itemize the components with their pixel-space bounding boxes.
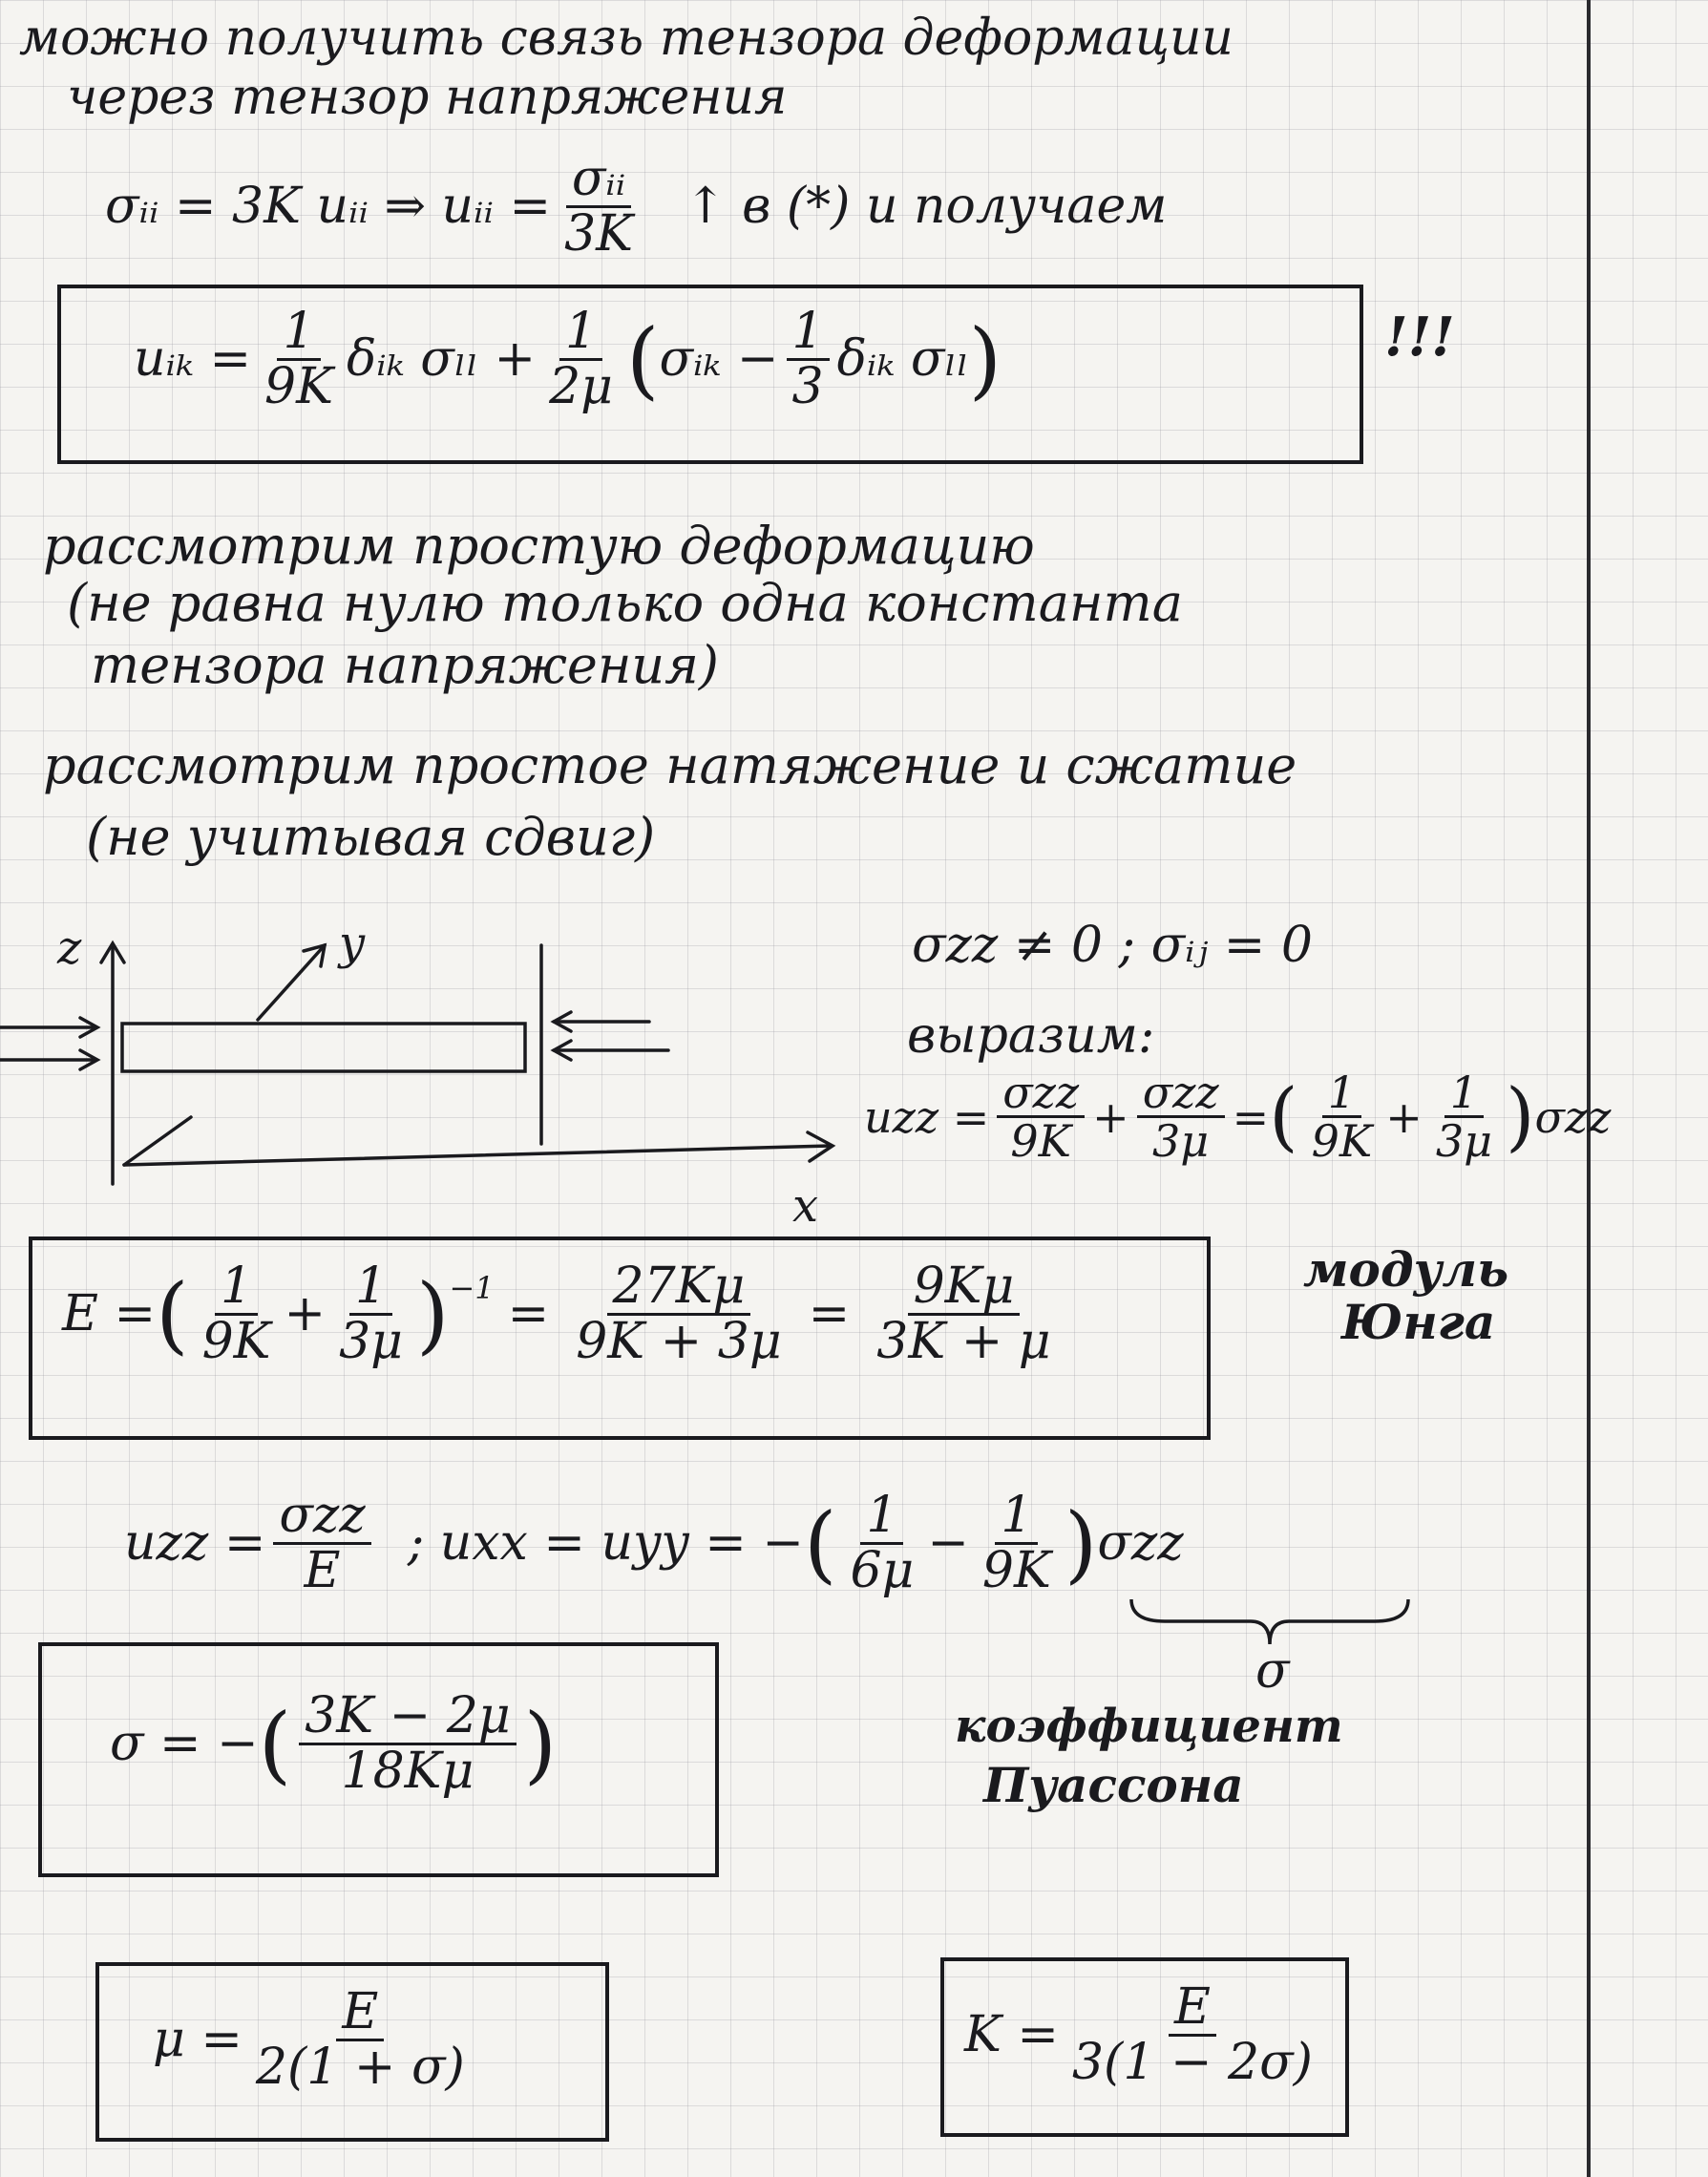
- simple-deformation-line-3: тензора напряжения): [91, 635, 719, 695]
- box4-den: 2(1 + σ): [255, 2038, 465, 2096]
- x-axis: [124, 1146, 831, 1165]
- strain-components: [124, 1487, 1184, 1599]
- box2-frac-3-den: 9K + 3μ: [576, 1312, 782, 1370]
- box2-exponent: −1: [449, 1270, 495, 1306]
- eq1-denominator: 3K: [564, 204, 633, 263]
- eq4-frac-2-den: 6μ: [850, 1541, 915, 1599]
- box5-frac: [1066, 1978, 1318, 2091]
- box2-equals-2: =: [808, 1285, 851, 1343]
- box2-frac-1-num: 1: [215, 1260, 258, 1316]
- express-label: выразим:: [907, 1007, 1155, 1065]
- simple-deformation-line-2: (не равна нулю только одна константа: [67, 573, 1183, 633]
- x-axis-base-stroke: [124, 1117, 191, 1165]
- box2-frac-1: [197, 1258, 277, 1370]
- box3-close-paren: ): [523, 1694, 558, 1793]
- box2-frac-4-num: 9Kμ: [908, 1260, 1021, 1316]
- intro-line-1: можно получить связь тензора деформации: [19, 10, 1234, 67]
- eq4-close-paren: ): [1064, 1493, 1098, 1593]
- uzz-frac-4: [1430, 1067, 1498, 1168]
- box2-frac-4: [871, 1258, 1056, 1370]
- uzz-open-paren: (: [1269, 1073, 1298, 1161]
- box1-frac-2-num: 1: [559, 306, 602, 361]
- poisson-label-1: коэффициент: [955, 1700, 1343, 1753]
- y-axis: [258, 945, 325, 1020]
- box1-frac-3-den: 3: [791, 357, 824, 415]
- box2-plus: +: [284, 1285, 327, 1343]
- poisson-label-2: Пуассона: [983, 1757, 1244, 1813]
- box1-frac-3: [787, 303, 830, 415]
- box2-lhs: E =: [62, 1285, 157, 1343]
- box1-frac-2-den: 2μ: [549, 357, 613, 415]
- box5-den: 3(1 − 2σ): [1071, 2033, 1313, 2091]
- young-label-1: модуль: [1303, 1241, 1509, 1298]
- box2-frac-2-num: 1: [349, 1260, 392, 1316]
- box1-close-paren: ): [968, 309, 1002, 409]
- uzz-frac-3-num: 1: [1322, 1069, 1361, 1118]
- poisson-ratio-formula: [110, 1687, 558, 1800]
- young-label-2: Юнга: [1341, 1294, 1496, 1350]
- box4-frac: [250, 1983, 471, 2096]
- uzz-frac-2: [1137, 1067, 1225, 1168]
- box1-lhs: uᵢₖ =: [134, 330, 252, 389]
- box4-num: E: [336, 1986, 384, 2041]
- eq4-open-paren: (: [803, 1493, 837, 1593]
- box1-frac-2: [543, 303, 619, 415]
- uzz-frac-1-den: 9K: [1010, 1115, 1072, 1168]
- box2-frac-4-den: 3K + μ: [876, 1312, 1051, 1370]
- uzz-lhs: uzz =: [864, 1090, 990, 1143]
- uzz-frac-4-num: 1: [1444, 1069, 1484, 1118]
- bulk-modulus-formula: [964, 1978, 1326, 2091]
- uzz-equals: =: [1232, 1090, 1270, 1143]
- trace-relation: [105, 150, 1168, 263]
- eq4-frac-2: [844, 1487, 919, 1599]
- uzz-close-paren: ): [1505, 1073, 1535, 1161]
- eq4-lhs: uzz =: [124, 1514, 266, 1573]
- tension-compression-line-2: (не учитывая сдвиг): [86, 807, 656, 867]
- box2-frac-2: [333, 1258, 409, 1370]
- box5-num: E: [1169, 1981, 1216, 2037]
- emphasis-marker: !!!: [1384, 306, 1455, 369]
- eq1-lhs: σᵢᵢ = 3K uᵢᵢ ⇒ uᵢᵢ =: [105, 178, 552, 236]
- box2-frac-2-den: 3μ: [339, 1312, 403, 1370]
- uzz-tail: σzz: [1534, 1090, 1612, 1143]
- uzz-frac-2-den: 3μ: [1152, 1115, 1210, 1168]
- intro-line-2: через тензор напряжения: [67, 69, 788, 126]
- box1-paren-b: δᵢₖ σₗₗ: [836, 330, 969, 389]
- box1-open-paren: (: [625, 309, 660, 409]
- box4-lhs: μ =: [153, 2011, 242, 2069]
- axis-label-z: z: [57, 921, 82, 975]
- box1-frac-1-den: 9K: [264, 357, 333, 415]
- eq1-fraction: [559, 150, 639, 263]
- box3-num: 3K − 2μ: [299, 1690, 516, 1745]
- box1-frac-3-num: 1: [787, 306, 830, 361]
- uzz-frac-1: [997, 1067, 1085, 1168]
- axis-label-y: y: [339, 917, 366, 970]
- eq4-frac-3-num: 1: [995, 1490, 1038, 1545]
- axis-label-x: x: [792, 1179, 819, 1233]
- tension-compression-line-1: рассмотрим простое натяжение и сжатие: [43, 735, 1297, 795]
- eq4-frac-2-num: 1: [860, 1490, 903, 1545]
- box2-frac-3-num: 27Kμ: [607, 1260, 751, 1316]
- box3-frac: [299, 1687, 516, 1800]
- young-modulus-formula: [62, 1258, 1065, 1370]
- rod-compression-diagram: [0, 917, 859, 1203]
- uzz-plus-2: +: [1385, 1090, 1423, 1143]
- box2-equals: =: [507, 1285, 550, 1343]
- box2-close-paren: ): [415, 1264, 450, 1363]
- box5-lhs: K =: [964, 2006, 1059, 2064]
- box3-den: 18Kμ: [341, 1742, 474, 1800]
- eq4-frac-3: [977, 1487, 1057, 1599]
- eq4-frac-1-num: σzz: [273, 1490, 370, 1545]
- simple-deformation-line-1: рассмотрим простую деформацию: [43, 516, 1035, 576]
- uzz-frac-4-den: 3μ: [1435, 1115, 1492, 1168]
- eq4-frac-1-den: E: [304, 1541, 341, 1599]
- box2-frac-3: [570, 1258, 787, 1370]
- box1-frac-1-num: 1: [277, 306, 320, 361]
- uzz-expression: [864, 1067, 1612, 1168]
- eq1-numerator: σᵢᵢ: [566, 153, 631, 208]
- box1-mid: δᵢₖ σₗₗ +: [346, 330, 537, 389]
- uzz-frac-3-den: 9K: [1311, 1115, 1373, 1168]
- uzz-frac-1-num: σzz: [997, 1069, 1085, 1118]
- box2-frac-1-den: 9K: [201, 1312, 271, 1370]
- box2-open-paren: (: [156, 1264, 189, 1363]
- uzz-frac-2-num: σzz: [1137, 1069, 1225, 1118]
- eq4-frac-1: [273, 1487, 370, 1599]
- rod: [122, 1024, 525, 1071]
- underbrace-label: σ: [1255, 1642, 1290, 1700]
- box1-paren-a: σᵢₖ −: [659, 330, 779, 389]
- eq1-rhs: ↑ в (*) и получаем: [685, 178, 1168, 236]
- strain-stress-formula: [134, 303, 1002, 415]
- eq4-tail: σzz: [1097, 1514, 1184, 1573]
- box3-open-paren: (: [258, 1694, 292, 1793]
- shear-modulus-formula: [153, 1983, 478, 2096]
- box3-lhs: σ = −: [110, 1715, 259, 1773]
- uzz-frac-3: [1306, 1067, 1379, 1168]
- eq4-minus: −: [927, 1514, 969, 1573]
- box1-frac-1: [259, 303, 339, 415]
- eq4-mid: ; uxx = uyy = −: [407, 1514, 804, 1573]
- uzz-plus: +: [1092, 1090, 1129, 1143]
- eq4-frac-3-den: 9K: [981, 1541, 1051, 1599]
- stress-condition: σzz ≠ 0 ; σᵢⱼ = 0: [912, 917, 1313, 974]
